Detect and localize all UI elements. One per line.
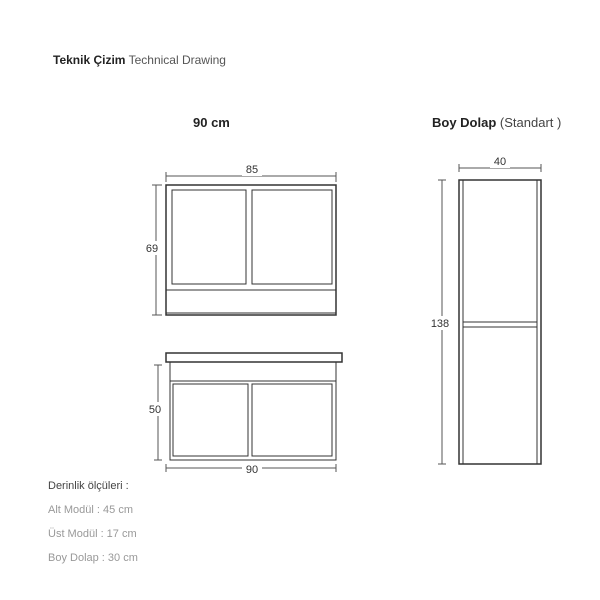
header-title-rest: Technical Drawing <box>128 53 226 67</box>
lower-width-label: 90 <box>245 464 259 476</box>
depth-notes <box>48 474 138 570</box>
depth-notes-title: Derinlik ölçüleri : <box>48 480 129 492</box>
tall-title-rest: (Standart ) <box>499 115 562 130</box>
depth-note-line: Alt Modül : 45 cm <box>48 504 133 516</box>
tall-title-bold: Boy Dolap <box>432 115 497 130</box>
header-title-bold: Teknik Çizim <box>53 53 126 67</box>
upper-width-label: 85 <box>245 164 259 176</box>
lower-cabinet-drawing <box>166 353 342 460</box>
depth-note-line: Boy Dolap : 30 cm <box>48 552 138 564</box>
tall-height-label: 138 <box>430 318 450 330</box>
cabinet-title-text: 90 cm <box>193 115 230 130</box>
depth-note-line: Üst Modül : 17 cm <box>48 528 137 540</box>
tall-width-label: 40 <box>493 156 507 168</box>
upper-height-label: 69 <box>145 243 159 255</box>
upper-cabinet-drawing <box>166 185 336 315</box>
lower-height-label: 50 <box>148 404 162 416</box>
tall-cabinet-drawing <box>459 180 541 464</box>
